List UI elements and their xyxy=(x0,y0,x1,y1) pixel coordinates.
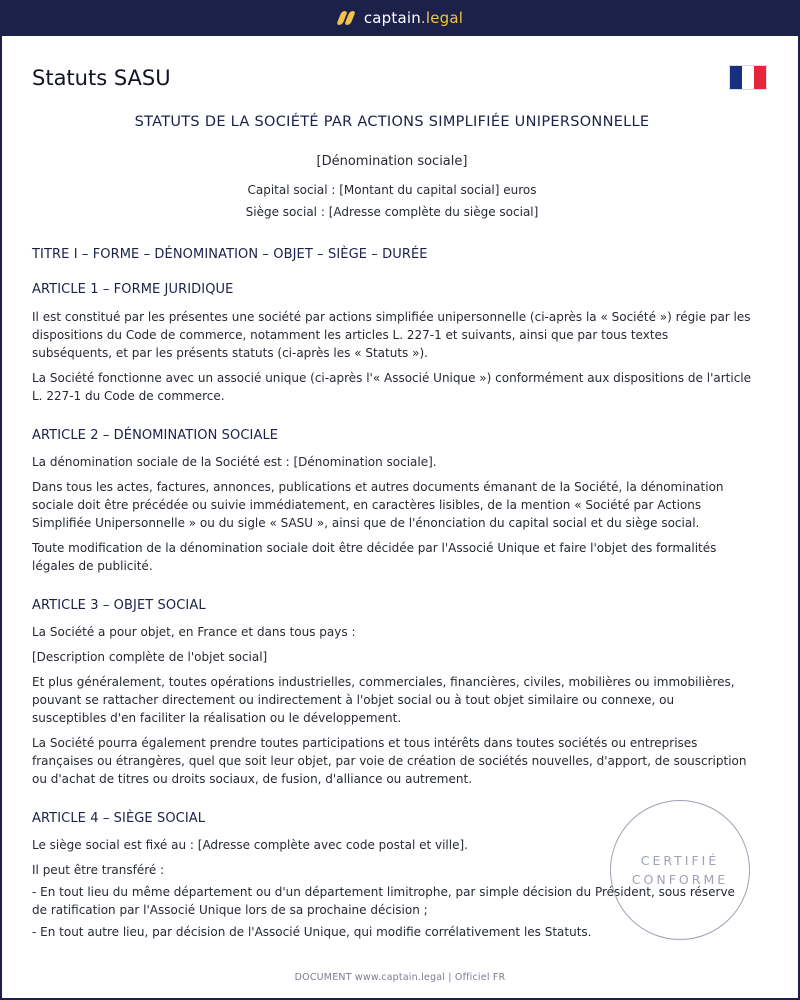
capital-line: Capital social : [Montant du capital social] euros xyxy=(247,183,537,197)
captain-logo-icon xyxy=(337,10,355,26)
brand-logo[interactable] xyxy=(337,9,463,27)
article-paragraph: La dénomination sociale de la Société est : [Dénomination sociale]. xyxy=(32,455,437,469)
france-flag-icon xyxy=(729,65,767,90)
article-paragraph: Toute modification de la dénomination sociale doit être décidée par l'Associé Unique et faire l'objet des formalités légales de publicité. xyxy=(32,541,717,573)
article-paragraph: - En tout autre lieu, par décision de l'Associé Unique, qui modifie corrélativement les Statuts. xyxy=(32,925,592,939)
brand-name-main: captain xyxy=(363,9,421,27)
brand-name xyxy=(364,9,463,27)
page-title: Statuts SASU xyxy=(32,66,171,90)
siege-line: Siège social : [Adresse complète du siège social] xyxy=(245,205,539,219)
article-paragraph: Le siège social est fixé au : [Adresse complète avec code postal et ville]. xyxy=(32,838,468,852)
article-paragraph: Et plus généralement, toutes opérations industrielles, commerciales, financières, civiles, mobilières ou immobilières, pouvant se rattacher directement ou indirectement à l'objet social ou à tout objet similaire ou connexe, ou susceptibles d'en faciliter la réalisation ou le développement. xyxy=(32,675,735,725)
stamp-line-1: CERTIFIÉ xyxy=(640,853,720,868)
article-heading: ARTICLE 2 – DÉNOMINATION SOCIALE xyxy=(32,428,279,443)
brand-name-suffix: .legal xyxy=(420,9,464,27)
article-1 xyxy=(32,281,752,405)
article-paragraph: - En tout lieu du même département ou d'un département limitrophe, par simple décision du Président, sous réserve de ratification par l'Associé Unique lors de sa prochaine décision ; xyxy=(32,885,735,917)
stamp-line-2: CONFORME xyxy=(631,872,729,887)
article-heading: ARTICLE 3 – OBJET SOCIAL xyxy=(32,598,206,613)
article-heading: ARTICLE 1 – FORME JURIDIQUE xyxy=(32,282,234,297)
article-paragraph: Il est constitué par les présentes une société par actions simplifiée unipersonnelle (ci-après la « Société ») régie par les dispositions du Code de commerce, notamment les articles L. 227-1 et suivants, ainsi que par tous textes subséquents, et par les présents statuts (ci-après les « Statuts »). xyxy=(32,310,751,360)
article-3 xyxy=(32,597,752,788)
document-main-heading: STATUTS DE LA SOCIÉTÉ PAR ACTIONS SIMPLIFIÉE UNIPERSONNELLE xyxy=(134,114,650,130)
article-4 xyxy=(32,810,752,941)
article-paragraph: La Société pourra également prendre toutes participations et tous intérêts dans toutes sociétés ou entreprises françaises ou étrangères, quel que soit leur objet, par voie de création de sociétés nouvelles, d'apport, de souscription ou d'achat de titres ou droits sociaux, de fusion, d'alliance ou autrement. xyxy=(32,736,747,786)
article-paragraph: Dans tous les actes, factures, annonces, publications et autres documents émanant de la Société, la dénomination sociale doit être précédée ou suivie immédiatement, en caractères lisibles, de la mention « Société par Actions Simplifiée Unipersonnelle » ou du sigle « SASU », ainsi que de l'énonciation du capital social et du siège social. xyxy=(32,480,724,530)
top-bar xyxy=(0,0,800,36)
document-body xyxy=(32,112,752,941)
document-footer: DOCUMENT www.captain.legal | Officiel FR xyxy=(294,972,506,983)
article-2 xyxy=(32,427,752,575)
article-paragraph: Il peut être transféré : xyxy=(32,863,165,877)
denomination-line: [Dénomination sociale] xyxy=(316,154,468,169)
article-paragraph: [Description complète de l'objet social] xyxy=(32,650,268,664)
titre-heading: TITRE I – FORME – DÉNOMINATION – OBJET – SIÈGE – DURÉE xyxy=(32,247,428,262)
article-heading: ARTICLE 4 – SIÈGE SOCIAL xyxy=(32,811,206,826)
document-page xyxy=(2,36,798,998)
article-paragraph: La Société fonctionne avec un associé unique (ci-après l'« Associé Unique ») conformément aux dispositions de l'article L. 227-1 du Code de commerce. xyxy=(32,371,752,403)
article-paragraph: La Société a pour objet, en France et dans tous pays : xyxy=(32,625,356,639)
company-header-block xyxy=(32,153,752,223)
